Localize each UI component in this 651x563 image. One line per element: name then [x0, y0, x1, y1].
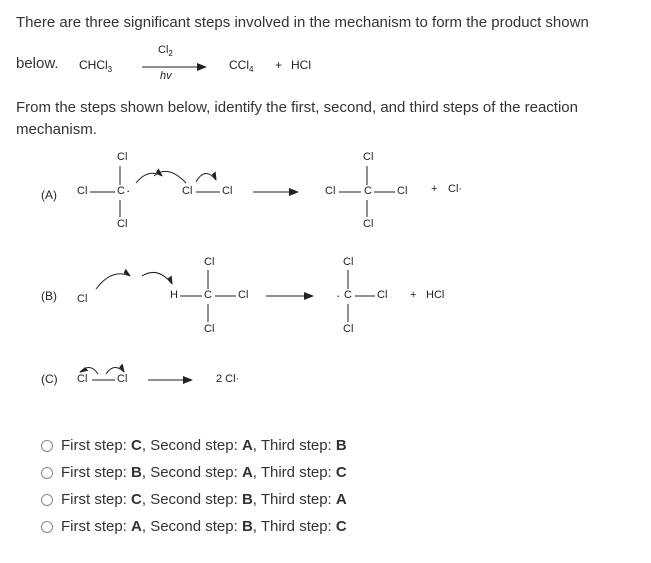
step-b-h: H: [170, 289, 178, 301]
reagent-cl2: $Cl_2$: [158, 44, 173, 58]
step-a-cl2-right: Cl: [222, 185, 233, 197]
step-b-cl-bottom: Cl: [204, 323, 215, 335]
step-c-product: 2 Cl·: [216, 373, 240, 385]
radio-button[interactable]: [41, 440, 53, 452]
product-ccl4: CCl$_4$: [229, 58, 254, 74]
step-a-cl-top: Cl: [117, 151, 128, 163]
step-b-plus: +: [410, 289, 417, 301]
reactant-chcl3: CHCl$_3$: [79, 58, 113, 74]
step-a-prod-cl-top: Cl: [363, 151, 374, 163]
step-c-cl-left: Cl: [77, 373, 88, 385]
step-b-cl-top: Cl: [204, 256, 215, 268]
step-a-fishhook-arrow-2: [154, 171, 186, 183]
step-a-prod-carbon: C: [364, 185, 372, 197]
step-c-cl-right: Cl: [117, 373, 128, 385]
step-b-carbon: C: [204, 289, 212, 301]
step-b-label: (B): [41, 289, 57, 303]
step-a-cl-radical-product: Cl·: [448, 183, 463, 195]
step-c-label: (C): [41, 372, 58, 386]
question-below-label: below.: [16, 55, 59, 72]
step-a-carbon-dot: ·: [126, 183, 131, 198]
step-b-prod-carbon: C: [344, 289, 352, 301]
step-a-plus: +: [431, 183, 438, 195]
condition-hv: hv: [160, 70, 172, 82]
answer-option-1[interactable]: [41, 437, 347, 454]
step-b-cl-radical: Cl: [77, 293, 88, 305]
answer-option-text: First step: C, Second step: B, Third step: A: [61, 491, 347, 508]
step-b-prod-cl-bottom: Cl: [343, 323, 354, 335]
step-a-cl2-left: Cl: [182, 185, 193, 197]
step-c-fishhook-arrow-2: [106, 367, 124, 374]
step-b-prod-cl-top: Cl: [343, 256, 354, 268]
step-b-fishhook-arrow-1: [96, 274, 130, 289]
answer-option-text: First step: A, Second step: B, Third step: C: [61, 518, 347, 535]
step-a-prod-cl-right: Cl: [397, 185, 408, 197]
step-a-radical-cl-left: Cl: [77, 185, 88, 197]
step-a-prod-cl-left: Cl: [325, 185, 336, 197]
step-b-fishhook-arrow-2: [142, 272, 172, 284]
answer-option-text: First step: B, Second step: A, Third step: C: [61, 464, 347, 481]
question-line-1: There are three significant steps involved in the mechanism to form the product shown: [16, 14, 589, 31]
radio-button[interactable]: [41, 467, 53, 479]
answer-option-4[interactable]: [41, 518, 347, 535]
radio-button[interactable]: [41, 521, 53, 533]
step-a-carbon: C: [117, 185, 125, 197]
step-a-fishhook-arrow-1: [136, 173, 162, 183]
overall-plus: +: [275, 58, 283, 72]
answer-option-3[interactable]: [41, 491, 347, 508]
step-b-prod-cl-right: Cl: [377, 289, 388, 301]
step-a-fishhook-arrow-3: [196, 173, 216, 182]
question-line-2: From the steps shown below, identify the first, second, and third steps of the reaction mechanism.: [16, 99, 578, 138]
answer-option-2[interactable]: [41, 464, 347, 481]
product-hcl: HCl: [291, 58, 311, 72]
step-c-fishhook-arrow-1: [80, 367, 98, 374]
step-b-cl-right: Cl: [238, 289, 249, 301]
answer-option-text: First step: C, Second step: A, Third step: B: [61, 437, 347, 454]
step-a-prod-cl-bottom: Cl: [363, 218, 374, 230]
step-a-label: (A): [41, 188, 57, 202]
step-b-hcl: HCl: [426, 289, 445, 301]
radio-button[interactable]: [41, 494, 53, 506]
step-a-cl-bottom: Cl: [117, 218, 128, 230]
step-b-prod-dot: ·: [336, 288, 341, 303]
